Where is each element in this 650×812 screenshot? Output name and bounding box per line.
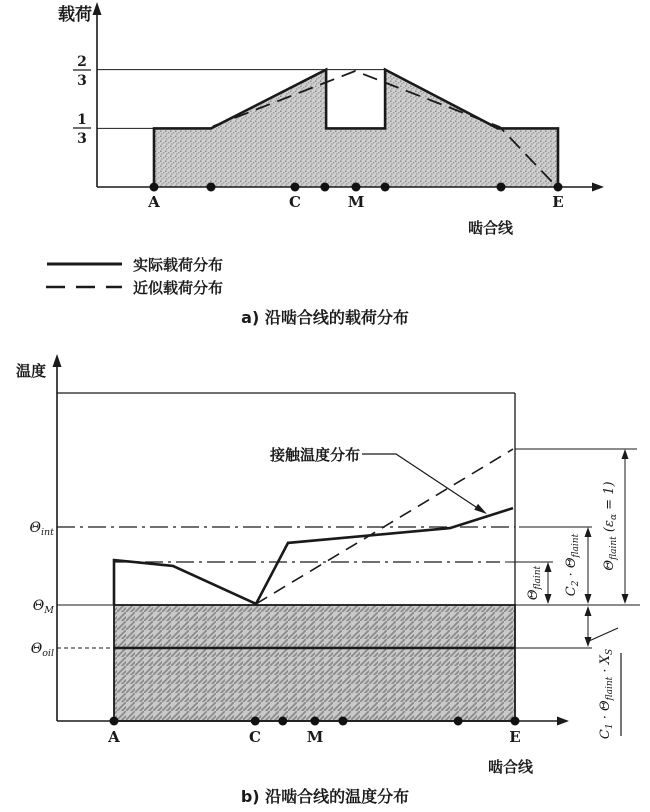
dim-flaint-eps1: [602, 449, 629, 604]
b-y-axis-label: 温度: [15, 362, 46, 380]
b-point-label-M: M: [306, 728, 324, 746]
svg-text:C2 · Θflaint: $C_2 \cdot \Theta_{flaint}$: [564, 533, 581, 597]
axis-dot: [310, 717, 319, 726]
svg-text:1: 1: [77, 112, 87, 128]
annotation-leader: [362, 454, 482, 511]
a-point-label-E: E: [552, 193, 564, 211]
a-y-axis-label: 载荷: [58, 5, 92, 25]
axis-dot: [352, 183, 361, 192]
y-label-theta-m: $\Theta_M$: [32, 598, 54, 616]
caption-b: b) 沿啮合线的温度分布: [240, 787, 410, 806]
chart-a: [58, 2, 604, 237]
a-point-label-C: C: [289, 193, 301, 211]
a-point-label-A: A: [148, 193, 160, 211]
caption-a: a) 沿啮合线的载荷分布: [241, 308, 409, 327]
axis-dot: [278, 717, 287, 726]
a-point-label-M: M: [347, 193, 365, 211]
svg-text:3: 3: [77, 131, 87, 147]
annotation-contact-temp: 接触温度分布: [270, 446, 361, 464]
axis-dot: [554, 183, 563, 192]
annotation-arrowhead: [474, 504, 487, 514]
dim-c2-flaint: [564, 527, 592, 604]
a-tick-one-third: [73, 112, 91, 147]
axis-dot: [207, 183, 216, 192]
a-tick-two-thirds: [73, 54, 91, 89]
axis-dot: [251, 717, 260, 726]
svg-text:Θflaint: $\Theta_{flaint}$: [526, 565, 543, 601]
chart-b: [16, 354, 640, 776]
y-label-theta-oil: $\Theta_{oil}$: [30, 641, 54, 659]
b-point-label-E: E: [509, 728, 521, 746]
dim-flaint: [526, 562, 552, 604]
legend-dashed-label: 近似载荷分布: [133, 279, 224, 297]
axis-dot: [497, 183, 506, 192]
axis-dot: [511, 717, 520, 726]
axis-dot: [291, 183, 300, 192]
b-x-axis-label: 啮合线: [487, 758, 533, 776]
axis-dot: [339, 717, 348, 726]
axis-dot: [150, 183, 159, 192]
svg-text:3: 3: [77, 73, 87, 89]
a-x-axis-arrow: [592, 183, 604, 192]
a-y-axis-arrow: [93, 2, 102, 15]
axis-dot: [381, 183, 390, 192]
temp-hatch-area: [114, 605, 515, 721]
svg-text:2: 2: [77, 54, 87, 70]
y-label-theta-int: $\Theta_{int}$: [29, 520, 54, 538]
axis-dot: [320, 183, 329, 192]
temp-actual-curve: [114, 508, 513, 605]
b-x-axis-arrow: [557, 717, 569, 726]
dim-c1-leader: [589, 628, 618, 641]
dim-c1-flaint-xs: [585, 606, 622, 739]
svg-text:C1 · Θflaint · XS: $C_1 \cdot \Theta_{flaint} \cdot X_S$: [598, 648, 615, 740]
a-axis-dots: [150, 183, 563, 192]
axis-dot: [454, 717, 463, 726]
b-point-label-C: C: [249, 728, 261, 746]
axis-dot: [110, 717, 119, 726]
legend: [46, 256, 223, 297]
b-y-axis-arrow: [53, 354, 62, 367]
legend-solid-label: 实际载荷分布: [133, 256, 224, 274]
a-x-axis-label: 啮合线: [467, 219, 513, 237]
svg-text:Θflaint (εα = 1): $\Theta_{flaint}$ $(\varepsilon_\alpha = 1)$: [602, 481, 619, 571]
b-point-label-A: A: [108, 728, 120, 746]
